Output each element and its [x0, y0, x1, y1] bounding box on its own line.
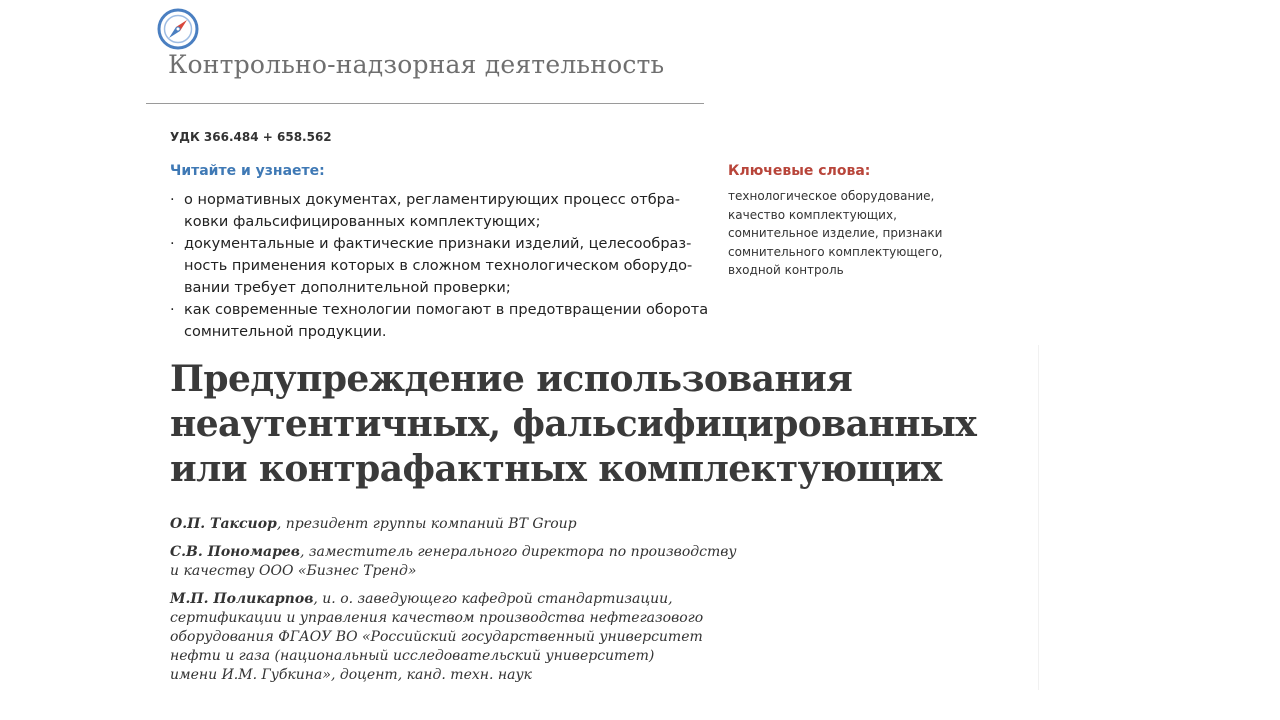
list-item-line: о нормативных документах, регламентирующих процесс отбра-: [184, 192, 680, 208]
list-item: [170, 189, 710, 233]
author-affiliation-line: нефти и газа (национальный исследовательский университет): [170, 648, 655, 664]
keywords-line: технологическое оборудование,: [728, 189, 935, 203]
section-title-divider: [146, 103, 704, 104]
headline-line: или контрафактных комплектующих: [170, 448, 942, 490]
author-affiliation-line: и качеству ООО «Бизнес Тренд»: [170, 563, 417, 579]
keywords-line: входной контроль: [728, 263, 844, 277]
headline-line: неаутентичных, фальсифицированных: [170, 403, 977, 445]
author-line: [170, 590, 730, 609]
author-entry: [170, 590, 730, 685]
author-affiliation-line: оборудования ФГАОУ ВО «Российский государственный университет: [170, 629, 703, 645]
author-line: [170, 543, 737, 562]
read-and-learn-heading: Читайте и узнаете:: [170, 163, 325, 179]
author-name: С.В. Пономарев: [170, 544, 300, 560]
read-and-learn-list: [170, 189, 710, 343]
author-affiliation: , президент группы компаний BT Group: [276, 516, 577, 532]
author-name: М.П. Поликарпов: [170, 591, 314, 607]
keywords-line: сомнительное изделие, признаки: [728, 226, 943, 240]
list-item-line: вании требует дополнительной проверки;: [184, 280, 511, 296]
headline-line: Предупреждение использования: [170, 358, 853, 400]
author-name: О.П. Таксиор: [170, 516, 277, 532]
author-entry: [170, 543, 737, 581]
author-line: [170, 515, 730, 534]
list-item-line: документальные и фактические признаки изделий, целесообраз-: [184, 236, 692, 252]
keywords-line: сомнительного комплектующего,: [728, 244, 943, 259]
article-headline: [170, 357, 976, 492]
list-item-line: сомнительной продукции.: [184, 324, 387, 340]
author-affiliation: , заместитель генерального директора по производству: [299, 544, 737, 560]
author-affiliation-line: имени И.М. Губкина», доцент, канд. техн. наук: [170, 667, 532, 683]
list-item: [170, 233, 710, 299]
section-title: Контрольно-надзорная деятельность: [168, 50, 665, 79]
keywords-heading: Ключевые слова:: [728, 163, 871, 179]
keywords-line: качество комплектующих,: [728, 207, 897, 222]
bullet-icon: ·: [170, 302, 175, 318]
list-item-line: как современные технологии помогают в предотвращении оборота: [184, 302, 709, 318]
author-affiliation: , и. о. заведующего кафедрой стандартизации,: [313, 591, 673, 607]
authors-block: [170, 515, 737, 694]
author-entry: [170, 515, 730, 534]
keywords-text: [728, 187, 943, 280]
page-scan-edge: [1038, 345, 1039, 690]
list-item-line: ковки фальсифицированных комплектующих;: [184, 214, 541, 230]
compass-icon: [157, 8, 199, 50]
bullet-icon: ·: [170, 192, 175, 208]
author-affiliation-line: сертификации и управления качеством производства нефтегазового: [170, 610, 704, 626]
list-item-line: ность применения которых в сложном технологическом оборудо-: [184, 258, 693, 274]
bullet-icon: ·: [170, 236, 175, 252]
udk-code: УДК 366.484 + 658.562: [170, 130, 332, 144]
list-item: [170, 299, 710, 343]
